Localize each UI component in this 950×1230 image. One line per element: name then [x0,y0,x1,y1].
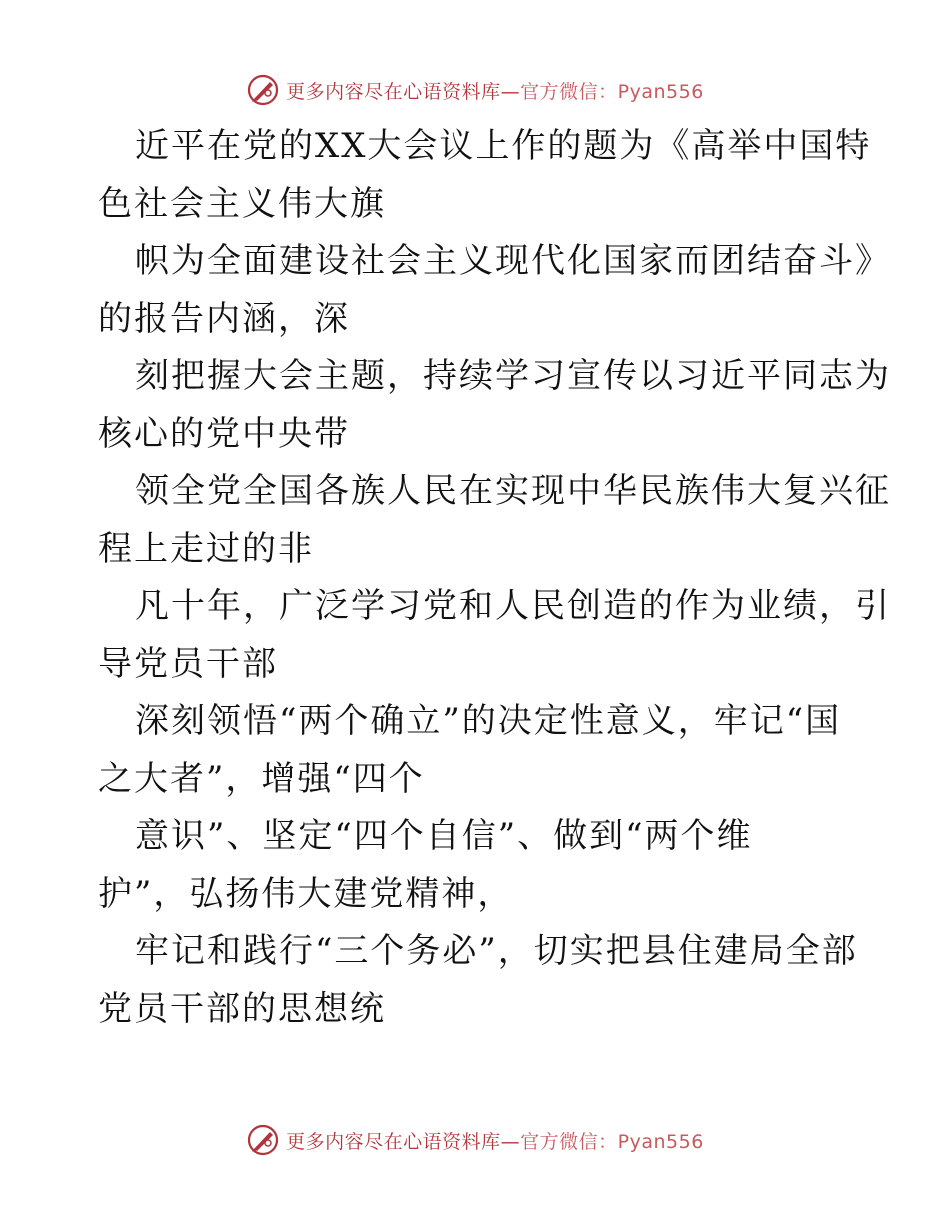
header-banner-wechat: 官方微信：Pyan556 [520,80,704,103]
document-body [98,118,891,1038]
text-line-1: 近平在党的XX大会议上作的题为《高举中国特 [135,126,872,166]
text-line-12: 之大者”，增强“四个 [98,758,425,799]
text-line-9: 凡十年，广泛学习党和人民创造的作为业绩，引 [135,586,891,626]
footer-banner-title: 更多内容尽在心语资料库— [286,1130,521,1153]
header-banner [0,70,950,110]
text-line-15: 牢记和践行“三个务必”，切实把县住建局全部 [135,931,858,971]
text-line-3: 帜为全面建设社会主义现代化国家而团结奋斗》 [135,241,891,281]
text-line-8: 程上走过的非 [98,528,314,569]
feather-pen-logo-icon [246,1123,280,1157]
text-line-11: 深刻领悟“两个确立”的决定性意义，牢记“国 [135,701,842,741]
footer-banner-text [286,1127,704,1154]
text-line-5: 刻把握大会主题，持续学习宣传以习近平同志为 [135,356,891,396]
text-line-16: 党员干部的思想统 [98,988,386,1029]
text-line-6: 核心的党中央带 [98,413,350,454]
text-line-4: 的报告内涵，深 [98,298,350,339]
feather-pen-logo-icon [246,73,280,107]
text-line-14: 护”，弘扬伟大建党精神， [98,873,514,914]
header-banner-text [286,77,704,104]
header-banner-title: 更多内容尽在心语资料库— [286,80,521,103]
text-line-13: 意识”、坚定“四个自信”、做到“两个维 [135,816,753,856]
footer-banner-wechat: 官方微信：Pyan556 [520,1130,704,1153]
footer-banner [0,1120,950,1160]
text-line-10: 导党员干部 [98,643,278,684]
text-line-2: 色社会主义伟大旗 [98,183,386,224]
text-line-7: 领全党全国各族人民在实现中华民族伟大复兴征 [135,471,891,511]
